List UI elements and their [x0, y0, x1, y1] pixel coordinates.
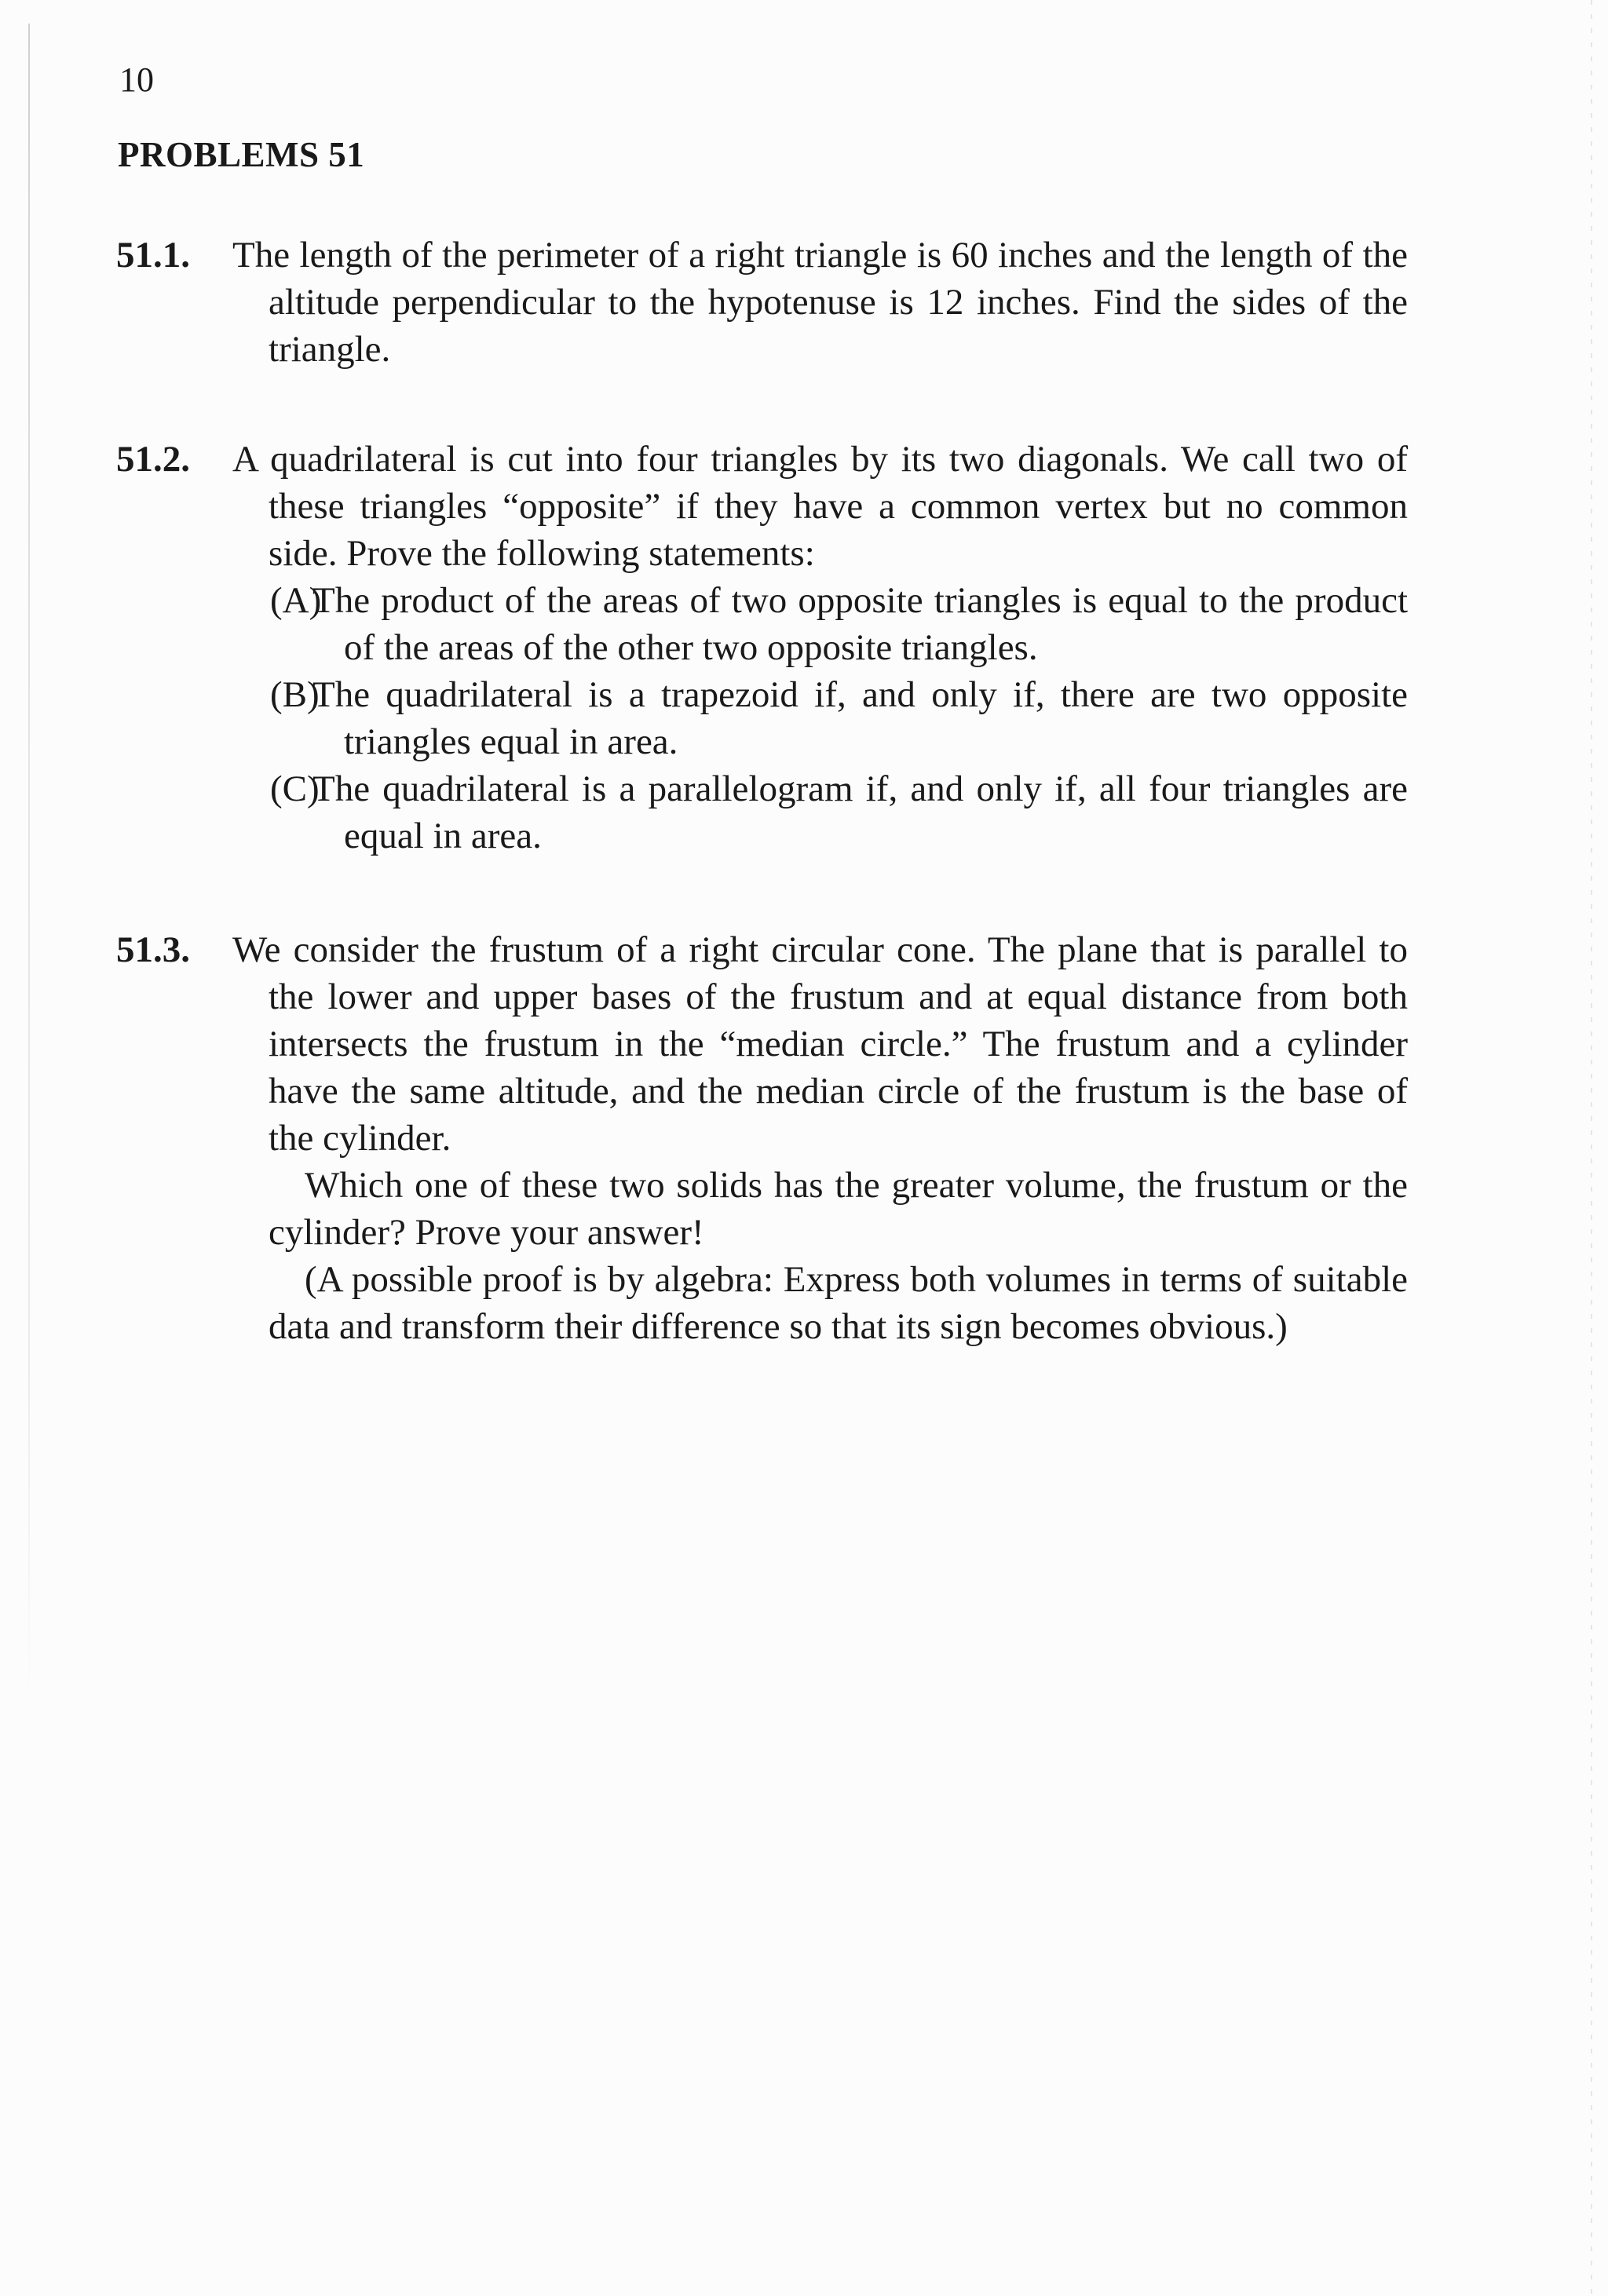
problem-text: The length of the perimeter of a right triangle is 60 inches and the length of the altitude perpendicular to the hypotenuse is 12 inches. Find the sides of the triangle.	[232, 235, 1408, 370]
statement-text: The product of the areas of two opposite triangles is equal to the product of the areas of the other two opposite triangles.	[312, 580, 1408, 668]
statement-label: (B)	[270, 674, 320, 715]
scan-edge-left	[28, 24, 30, 1703]
problem-text: We consider the frustum of a right circular cone. The plane that is parallel to the lower and upper bases of the frustum and at equal distance from both intersects the frustum in the “median circle.” The frustum and a cylinder have the same altitude, and the median circle of the frustum is the base of the cylinder.	[232, 929, 1408, 1159]
problem-number: 51.3.	[116, 929, 190, 970]
problem-body	[232, 436, 1408, 860]
problem-hint: (A possible proof is by algebra: Express both volumes in terms of suitable data and transform their difference so that its sign becomes obvious.)	[269, 1259, 1408, 1347]
statement-label: (A)	[270, 580, 322, 621]
problem-body	[232, 926, 1408, 1350]
statement-b	[232, 671, 1408, 765]
page-number: 10	[119, 60, 154, 99]
problem-number: 51.2.	[116, 439, 190, 480]
statement-label: (C)	[270, 768, 320, 809]
problem-text: A quadrilateral is cut into four triangles by its two diagonals. We call two of these triangles “opposite” if they have a common vertex but no common side. Prove the following statements:	[232, 439, 1408, 574]
statement-c	[232, 765, 1408, 860]
problem-question: Which one of these two solids has the greater volume, the frustum or the cylinder? Prove your answer!	[269, 1165, 1408, 1253]
scan-edge-right	[1591, 0, 1592, 2296]
section-title: PROBLEMS 51	[118, 135, 365, 174]
statement-text: The quadrilateral is a parallelogram if, and only if, all four triangles are equal in area.	[312, 768, 1408, 856]
statement-a	[232, 577, 1408, 671]
problem-body	[232, 232, 1408, 373]
problem-51-3	[116, 926, 1408, 1350]
problem-number: 51.1.	[116, 235, 190, 276]
problem-51-2	[116, 436, 1408, 860]
problem-51-1	[116, 232, 1408, 373]
statement-text: The quadrilateral is a trapezoid if, and only if, there are two opposite triangles equal in area.	[312, 674, 1408, 762]
